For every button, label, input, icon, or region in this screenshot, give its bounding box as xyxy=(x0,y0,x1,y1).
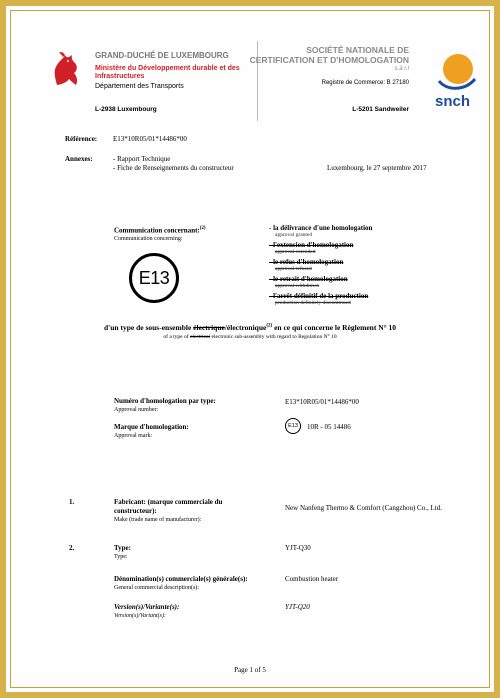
commercial-description-label: Dénomination(s) commerciale(s) générale(s): xyxy=(114,575,248,583)
reference-label: Référence: xyxy=(65,135,98,143)
left-postal: L-2938 Luxembourg xyxy=(95,106,157,113)
register-number: Registre de Commerce: B 27180 xyxy=(321,80,409,86)
approval-mark-symbol-text: E13 xyxy=(288,423,298,429)
manufacturer-value: New Nanfeng Thermo & Comfort (Cangzhou) Co., Ltd. xyxy=(285,504,442,512)
approval-number-label-en: Approval number: xyxy=(114,407,159,413)
lion-crest-icon xyxy=(47,49,85,89)
approval-number-value: E13*10R05/01*14486*00 xyxy=(285,398,359,406)
communication-label-en: Communication concerning: xyxy=(114,236,183,242)
page-number: Page 1 of 5 xyxy=(234,666,266,674)
item-number: 2. xyxy=(69,544,75,552)
option-granted: - la délivrance d'une homologation approval granted xyxy=(269,224,373,238)
version-value: YJT-Q20 xyxy=(285,603,310,611)
society-sarl: s.à r.l xyxy=(394,66,409,72)
e13-mark xyxy=(129,253,179,303)
manufacturer-label-en: Make (trade name of manufacturer): xyxy=(114,517,202,523)
country-name: GRAND-DUCHÉ DE LUXEMBOURG xyxy=(95,51,229,60)
manufacturer-label: Fabricant: (marque commerciale du constructeur): xyxy=(114,498,223,515)
right-postal: L-5201 Sandweiler xyxy=(352,106,409,113)
reference-value: E13*10R05/01*14486*00 xyxy=(113,135,187,143)
annexes-label: Annexes: xyxy=(65,155,93,163)
document-date: Luxembourg, le 27 septembre 2017 xyxy=(327,164,427,172)
approval-mark-value: 10R - 05 14486 xyxy=(307,423,351,431)
approval-mark-symbol xyxy=(285,418,301,434)
approval-number-label: Numéro d'homologation par type: xyxy=(114,397,216,405)
type-label-en: Type: xyxy=(114,554,128,560)
document-page xyxy=(10,10,490,688)
snch-logo-text: snch xyxy=(435,93,471,110)
option-refused: - le refus d'homologation approval refused xyxy=(269,258,344,272)
annex-item: - Fiche de Renseignements du constructeur xyxy=(113,164,234,172)
society-name-line2: CERTIFICATION ET D'HOMOLOGATION xyxy=(249,55,409,65)
version-label: Version(s)/Variante(s): xyxy=(114,603,180,611)
annex-item: - Rapport Technique xyxy=(113,155,171,163)
option-discontinued: - l'arrêt définitif de la production production definitely discontinued xyxy=(269,292,369,306)
e13-mark-text: E13 xyxy=(138,267,170,288)
communication-options xyxy=(269,224,372,309)
society-name-line1: SOCIÉTÉ NATIONALE DE xyxy=(306,45,409,55)
type-line: d'un type de sous-ensemble électrique/électronique$^{(2)}$ en ce qui concerne le Règlement N° 10 xyxy=(103,323,397,332)
ministry-name: Ministère du Développement durable et des Infrastructures xyxy=(95,65,240,80)
option-withdrawn: - le retrait d'homologation approval withdrawn xyxy=(269,275,348,289)
commercial-description-label-en: General commercial description(s): xyxy=(114,585,199,591)
type-line-en: of a type of electrical electronic sub-assembly with regard to Regulation N° 10 xyxy=(163,334,337,340)
type-value: YJT-Q30 xyxy=(285,544,311,552)
item-number: 1. xyxy=(69,498,75,506)
department-name: Département des Transports xyxy=(95,83,184,90)
header-divider xyxy=(257,41,258,121)
option-extended: - l'extension d'homologation approval extended xyxy=(269,241,354,255)
approval-mark-label-en: Approval mark: xyxy=(114,433,153,439)
approval-mark-label: Marque d'homologation: xyxy=(114,423,189,431)
commercial-description-value: Combustion heater xyxy=(285,575,339,583)
communication-label: Communication concernant:$^{(2)}$ xyxy=(114,226,206,235)
version-label-en: Version(s)/Variant(s): xyxy=(114,613,166,619)
type-label: Type: xyxy=(114,544,131,552)
